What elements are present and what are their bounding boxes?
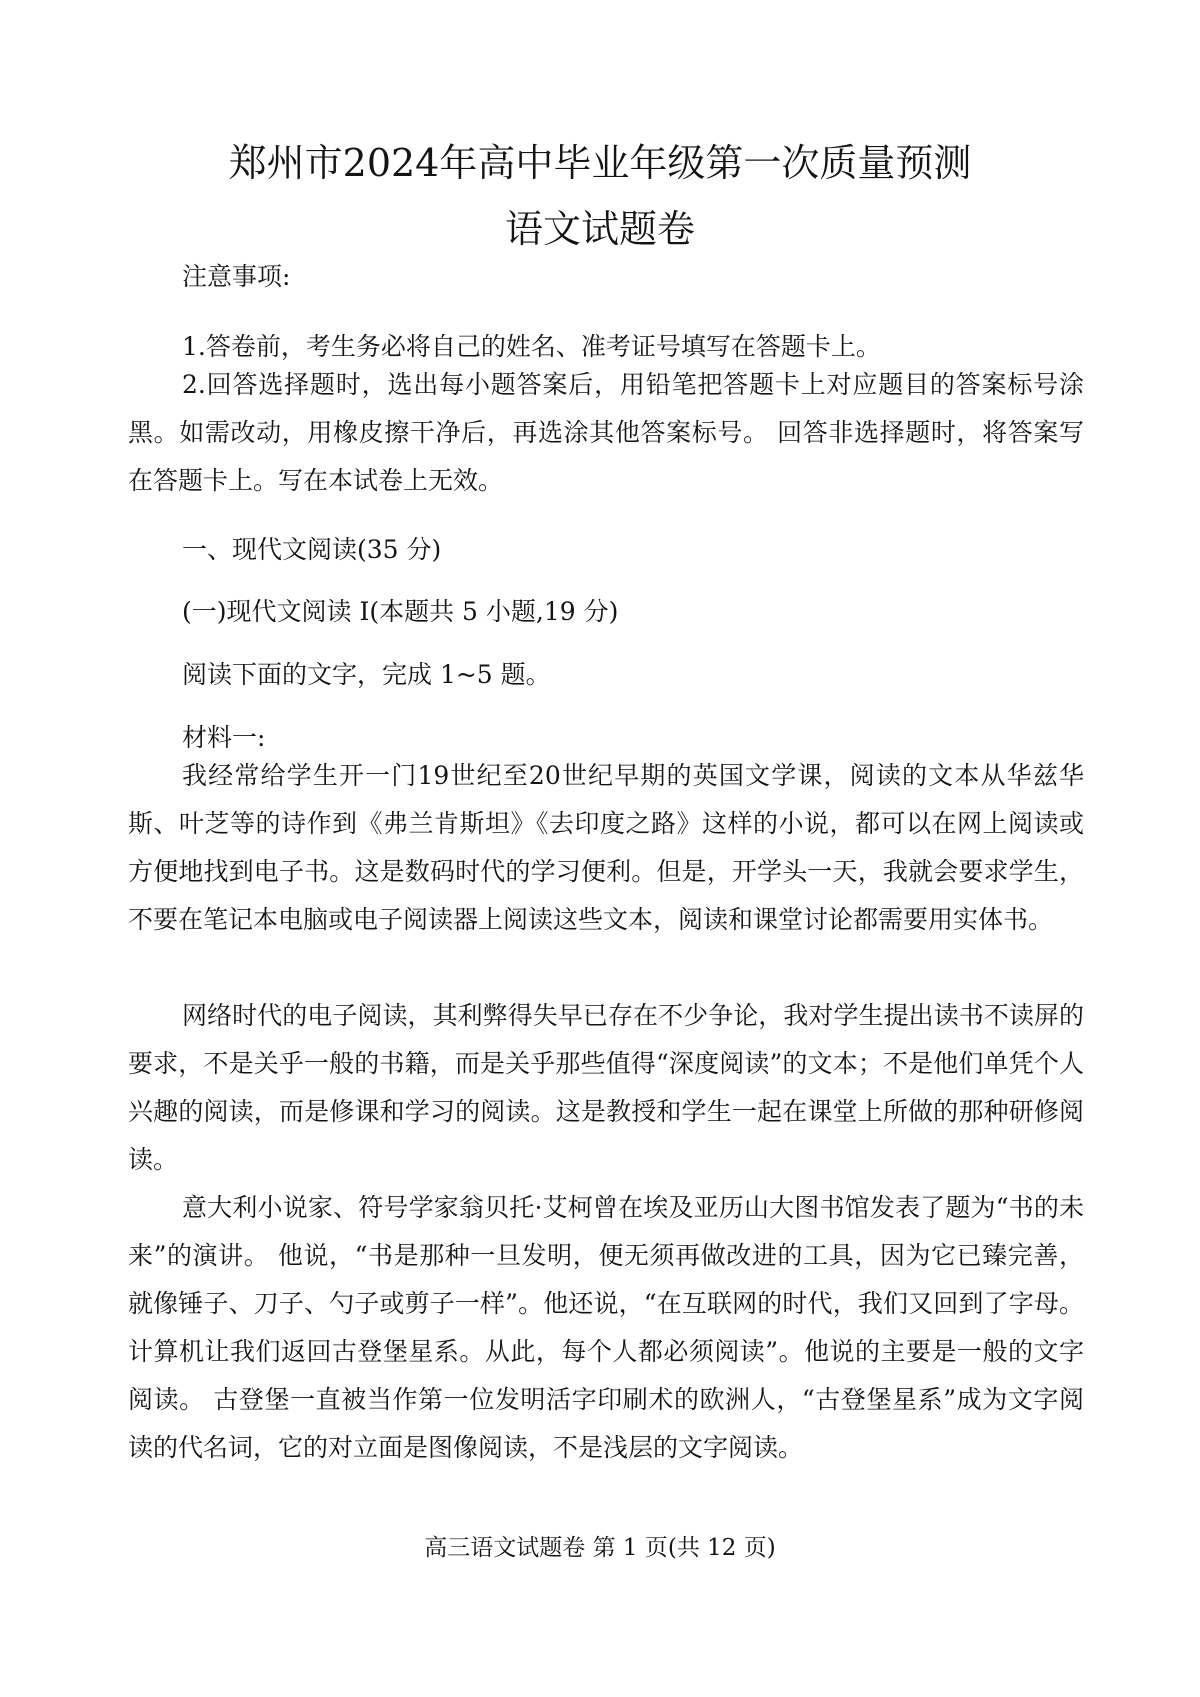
notice-heading: 注意事项: bbox=[182, 262, 291, 291]
section-heading-1-1: (一)现代文阅读 I(本题共 5 小题,19 分) bbox=[182, 597, 619, 626]
notice-item-1: 1.答卷前，考生务必将自己的姓名、准考证号填写在答题卡上。 bbox=[182, 332, 881, 361]
exam-subtitle: 语文试题卷 bbox=[504, 207, 695, 251]
paragraph-2: 网络时代的电子阅读，其利弊得失早已存在不少争论，我对学生提出读书不读屏的要求，不是关乎一般的书籍，而是关乎那些值得“深度阅读”的文本；不是他们单凭个人兴趣的阅读，而是修课和学习的阅读。这是教授和学生一起在课堂上所做的那种研修阅读。 bbox=[128, 1001, 1084, 1174]
page-footer: 高三语文试题卷 第 1 页(共 12 页) bbox=[424, 1535, 776, 1561]
notice-item-2: 2.回答选择题时，选出每小题答案后，用铅笔把答题卡上对应题目的答案标号涂黑。如需改动，用橡皮擦干净后，再选涂其他答案标号。 回答非选择题时，将答案写在答题卡上。写在本试卷上无效。 bbox=[128, 370, 1084, 495]
reading-instruction: 阅读下面的文字，完成 1~5 题。 bbox=[182, 660, 551, 689]
paragraph-3: 意大利小说家、符号学家翁贝托·艾柯曾在埃及亚历山大图书馆发表了题为“书的未来”的演讲。 他说，“书是那种一旦发明，便无须再做改进的工具，因为它已臻完善，就像锤子、刀子、勺子或剪子一样”。他还说，“在互联网的时代，我们又回到了字母。计算机让我们返回古登堡星系。从此，每个人都必须阅读”。他说的主要是一般的文字阅读。 古登堡一直被当作第一位发明活字印刷术的欧洲人，“古登堡星系”成为文字阅读的代名词，它的对立面是图像阅读，不是浅层的文字阅读。 bbox=[128, 1193, 1084, 1462]
paragraph-1: 我经常给学生开一门19世纪至20世纪早期的英国文学课，阅读的文本从华兹华斯、叶芝等的诗作到《弗兰肯斯坦》《去印度之路》这样的小说，都可以在网上阅读或方便地找到电子书。这是数码时代的学习便利。但是，开学头一天，我就会要求学生，不要在笔记本电脑或电子阅读器上阅读这些文本，阅读和课堂讨论都需要用实体书。 bbox=[128, 761, 1084, 934]
material-label: 材料一: bbox=[182, 723, 266, 752]
section-heading-1: 一、现代文阅读(35 分) bbox=[182, 535, 442, 564]
exam-title: 郑州市2024年高中毕业年级第一次质量预测 bbox=[228, 141, 972, 185]
